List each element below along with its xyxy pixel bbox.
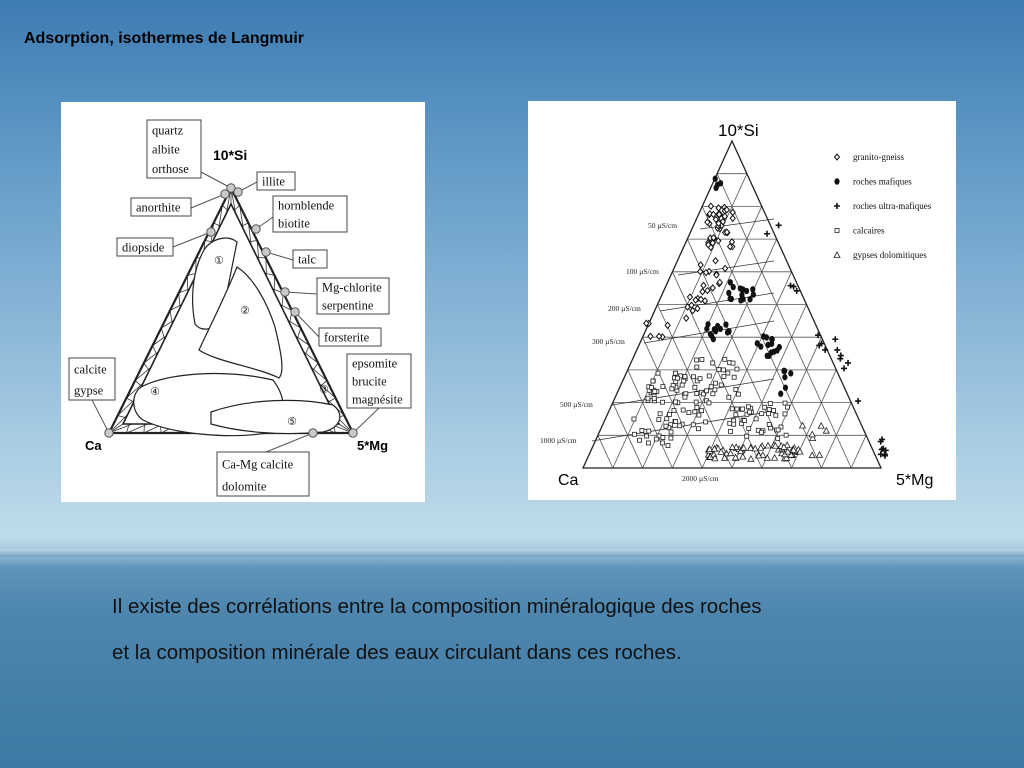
marker-square [705,389,709,393]
marker-square [766,412,770,416]
marker-dot [711,336,716,342]
marker-square [699,409,703,413]
mineral-node-anorthite [221,190,229,198]
marker-dot [725,329,730,335]
conductivity-label-4: 500 µS/cm [560,400,593,409]
mineral-node-epsomite [349,429,357,437]
marker-dot [747,296,752,302]
marker-triangle [772,455,778,461]
marker-dot [770,336,775,342]
marker-diamond [723,265,728,271]
mineral-node-chlorite [281,288,289,296]
zone-5-label: ⑤ [287,415,297,428]
marker-square [760,412,764,416]
marker-square [651,379,655,383]
marker-triangle [834,252,840,258]
marker-square [754,417,758,421]
zone-3-label: ③ [319,383,329,396]
marker-square [726,371,730,375]
marker-dot [731,284,736,290]
marker-square [667,412,671,416]
horizon-line [0,549,1024,557]
mineral-node-camg [309,429,317,437]
marker-square [661,385,665,389]
mineral-ternary-svg [61,102,425,502]
marker-square [672,409,676,413]
marker-square [697,413,701,417]
marker-cross [834,203,840,209]
marker-square [700,358,704,362]
mineral-node-calcite [105,429,113,437]
marker-square [707,401,711,405]
zone-1-label: ① [214,254,224,267]
marker-square [713,381,717,385]
conductivity-label-5: 1000 µS/cm [540,436,577,445]
marker-diamond [730,209,735,215]
mineral-node-diopside [207,228,215,236]
marker-dot [775,347,780,353]
marker-dot [778,391,783,397]
marker-square [649,385,653,389]
marker-square [704,420,708,424]
mineral-label-chlorite-1: serpentine [322,298,374,313]
right-apex-top-label: 10*Si [718,121,759,140]
marker-square [674,400,678,404]
marker-triangle [809,431,815,437]
marker-square [660,441,664,445]
mineral-label-diopside-0: diopside [122,240,165,255]
marker-square [665,417,669,421]
conductivity-label-6: 2000 µS/cm [682,474,719,483]
marker-square [694,400,698,404]
marker-diamond [705,288,710,294]
marker-square [723,357,727,361]
sample-points [632,176,889,462]
marker-square [695,392,699,396]
marker-triangle [817,452,823,458]
marker-square [734,413,738,417]
marker-square [767,407,771,411]
marker-square [748,410,752,414]
mineral-node-talc [262,248,270,256]
marker-square [664,424,668,428]
marker-square [729,429,733,433]
mineral-label-epsomite-1: brucite [352,374,387,389]
marker-square [768,402,772,406]
mineral-node-illite [234,188,242,196]
mineral-label-anorthite-0: anorthite [136,200,181,215]
legend-label-3: calcaires [853,225,885,236]
mineral-label-chlorite-0: Mg-chlorite [322,280,382,295]
legend [834,152,932,260]
left-apex-right-label: 5*Mg [357,438,389,453]
marker-cross [845,360,851,366]
right-apex-left-label: Ca [558,472,579,489]
marker-square [774,413,778,417]
marker-square [835,229,839,233]
marker-square [731,361,735,365]
marker-dot [718,180,723,186]
marker-dot [750,286,755,292]
marker-square [776,428,780,432]
marker-square [657,418,661,422]
marker-square [645,434,649,438]
marker-cross [838,353,844,359]
marker-square [666,444,670,448]
marker-cross [841,365,847,371]
marker-square [730,407,734,411]
marker-square [661,436,665,440]
left-apex-left-label: Ca [85,438,102,453]
marker-square [721,368,725,372]
marker-square [658,412,662,416]
mineral-node-hornblende [252,225,260,233]
mineral-label-camg-0: Ca-Mg calcite [222,457,294,472]
marker-cross [791,284,797,290]
conductivity-label-2: 200 µS/cm [608,304,641,313]
mineral-label-qao-2: orthose [152,161,189,176]
marker-square [654,437,658,441]
marker-dot [744,288,749,294]
water-ternary-svg [528,101,956,500]
marker-square [647,429,651,433]
marker-triangle [748,456,754,462]
marker-dot [758,343,763,349]
marker-square [709,385,713,389]
marker-square [711,361,715,365]
left-apex-top-label: 10*Si [213,147,248,163]
mineral-label-epsomite-2: magnésite [352,392,403,407]
marker-diamond [708,203,713,209]
marker-diamond [701,282,706,288]
marker-cross [764,231,770,237]
marker-square [669,436,673,440]
marker-square [653,389,657,393]
marker-triangle [765,442,771,448]
marker-square [727,395,731,399]
marker-square [695,365,699,369]
marker-square [719,383,723,387]
marker-diamond [698,269,703,275]
mineral-label-hornblende-1: biotite [278,216,310,231]
marker-square [674,371,678,375]
marker-square [669,430,673,434]
marker-square [674,419,678,423]
marker-square [722,374,726,378]
marker-square [638,438,642,442]
conductivity-label-1: 100 µS/cm [626,267,659,276]
marker-square [670,387,674,391]
marker-cross [776,222,782,228]
mineral-label-calcite-1: gypse [74,383,104,398]
marker-square [737,392,741,396]
marker-dot [723,321,728,327]
marker-dot [783,385,788,391]
marker-dot [782,374,787,380]
marker-square [691,423,695,427]
marker-diamond [716,205,721,211]
mineral-label-qao-1: albite [152,142,180,157]
marker-diamond [648,333,653,339]
marker-square [735,407,739,411]
marker-dot [713,328,718,334]
zone-2-label: ② [240,304,250,317]
marker-square [772,409,776,413]
marker-square [656,371,660,375]
marker-square [743,419,747,423]
marker-square [732,375,736,379]
marker-square [678,424,682,428]
mineral-label-forsterite-0: forsterite [324,330,370,345]
marker-dot [713,176,718,182]
slide-title: Adsorption, isothermes de Langmuir [24,30,305,47]
marker-square [760,430,764,434]
marker-square [646,396,650,400]
marker-square [695,405,699,409]
marker-dot [782,368,787,374]
marker-square [717,368,721,372]
zone-4-label: ④ [150,385,160,398]
right-apex-right-label: 5*Mg [896,472,934,489]
marker-cross [832,336,838,342]
marker-square [683,395,687,399]
marker-dot [834,178,839,184]
marker-square [646,441,650,445]
legend-label-2: roches ultra-mafiques [853,201,932,211]
legend-label-4: gypses dolomitiques [853,250,927,260]
marker-square [785,405,789,409]
conductivity-label-3: 300 µS/cm [592,337,625,346]
marker-dot [788,370,793,376]
marker-square [746,405,750,409]
marker-square [695,358,699,362]
marker-triangle [799,422,805,428]
marker-square [698,377,702,381]
marker-square [640,428,644,432]
legend-label-1: roches mafiques [853,176,912,187]
mineral-label-qao-0: quartz [152,123,184,138]
marker-square [661,400,665,404]
marker-square [783,412,787,416]
marker-square [732,422,736,426]
mineral-node-forsterite [291,308,299,316]
marker-triangle [818,423,824,429]
slide-caption [112,584,972,676]
mineral-label-camg-1: dolomite [222,479,267,494]
marker-dot [765,353,770,359]
marker-square [693,385,697,389]
marker-square [763,405,767,409]
marker-dot [705,321,710,327]
marker-square [734,387,738,391]
marker-square [728,421,732,425]
marker-square [687,411,691,415]
marker-square [632,432,636,436]
marker-dot [713,185,718,191]
marker-triangle [728,450,734,456]
marker-square [783,401,787,405]
conductivity-labels [540,221,719,483]
marker-square [675,376,679,380]
marker-square [784,433,788,437]
marker-diamond [713,258,718,264]
marker-diamond [730,215,735,221]
mineral-label-hornblende-0: hornblende [278,198,335,213]
marker-cross [788,283,794,289]
marker-diamond [710,285,715,291]
mineral-label-epsomite-0: epsomite [352,356,398,371]
marker-triangle [740,454,746,460]
marker-square [735,367,739,371]
marker-square [741,407,745,411]
marker-square [747,426,751,430]
mineral-label-calcite-0: calcite [74,362,107,377]
caption-line-1: Il existe des corrélations entre la composition minéralogique des roches [112,595,762,618]
marker-dot [729,296,734,302]
marker-square [691,375,695,379]
water-chemistry-ternary-diagram [528,101,956,500]
marker-square [707,374,711,378]
marker-square [693,410,697,414]
marker-cross [834,347,840,353]
marker-dot [726,290,731,296]
marker-square [745,434,749,438]
marker-dot [761,333,766,339]
conductivity-label-0: 50 µS/cm [648,221,678,230]
marker-square [776,436,780,440]
marker-square [711,392,715,396]
marker-diamond [700,289,705,295]
marker-dot [765,342,770,348]
marker-square [696,427,700,431]
mineral-ternary-diagram [61,102,425,502]
marker-square [681,408,685,412]
marker-diamond [835,154,840,160]
marker-cross [855,398,861,404]
marker-square [683,375,687,379]
mineral-label-illite-0: illite [262,174,285,189]
marker-dot [739,292,744,298]
marker-diamond [684,315,689,321]
marker-square [767,422,771,426]
marker-diamond [698,262,703,268]
marker-square [680,383,684,387]
marker-square [652,396,656,400]
legend-label-0: granito-gneiss [853,152,904,162]
caption-line-2: et la composition minérale des eaux circulant dans ces roches. [112,641,682,664]
marker-cross [822,347,828,353]
mineral-label-talc-0: talc [298,252,317,267]
marker-square [682,379,686,383]
marker-square [632,417,636,421]
